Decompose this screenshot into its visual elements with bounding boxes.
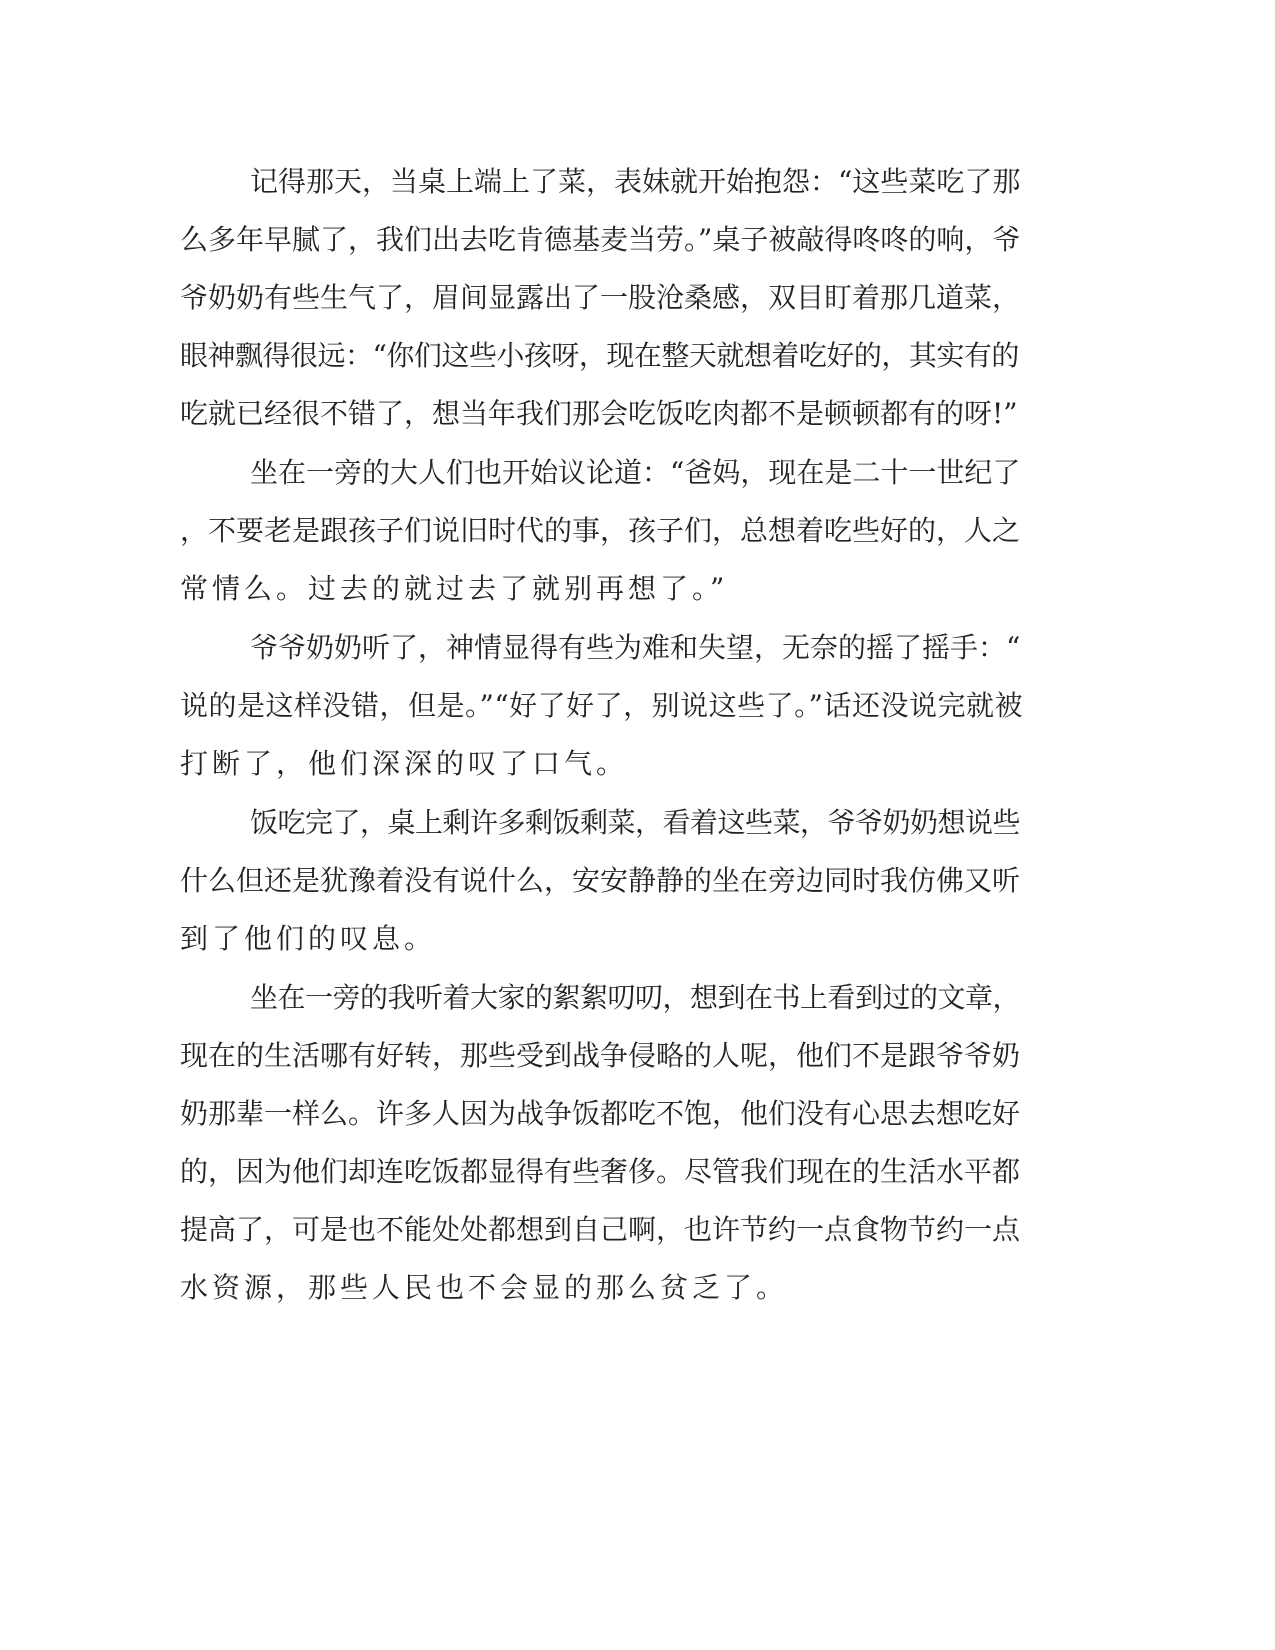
- paragraph-5-line-6: 水资源，那些人民也不会显的那么贫乏了。: [180, 1271, 789, 1304]
- paragraph-4-line-1: 饭吃完了，桌上剩许多剩饭剩菜，看着这些菜，爷爷奶奶想说些: [250, 806, 1021, 839]
- paragraph-4-line-2: 什么但还是犹豫着没有说什么，安安静静的坐在旁边同时我仿佛又听: [180, 864, 1021, 897]
- paragraph-5-line-3: 奶那辈一样么。许多人因为战争饭都吃不饱，他们没有心思去想吃好: [180, 1097, 1021, 1130]
- paragraph-3-line-1: 爷爷奶奶听了，神情显得有些为难和失望，无奈的摇了摇手：“: [250, 631, 1021, 664]
- paragraph-2-line-3: 常情么。过去的就过去了就别再想了。”: [180, 572, 729, 605]
- paragraph-2-line-1: 坐在一旁的大人们也开始议论道：“爸妈，现在是二十一世纪了: [250, 456, 1021, 489]
- paragraph-1-line-5: 吃就已经很不错了，想当年我们那会吃饭吃肉都不是顿顿都有的呀!”: [180, 397, 1018, 430]
- paragraph-1-line-3: 爷奶奶有些生气了，眉间显露出了一股沧桑感，双目盯着那几道菜，: [180, 281, 1021, 314]
- paragraph-4-line-3: 到了他们的叹息。: [180, 922, 437, 955]
- paragraph-3-line-3: 打断了，他们深深的叹了口气。: [180, 747, 629, 780]
- paragraph-3-line-2: 说的是这样没错，但是。”“好了好了，别说这些了。”话还没说完就被: [180, 689, 1023, 722]
- paragraph-1-line-2: 么多年早腻了，我们出去吃肯德基麦当劳。”桌子被敲得咚咚的响，爷: [180, 223, 1021, 256]
- paragraph-5-line-1: 坐在一旁的我听着大家的絮絮叨叨，想到在书上看到过的文章，: [250, 981, 1021, 1014]
- paragraph-5-line-2: 现在的生活哪有好转，那些受到战争侵略的人呢，他们不是跟爷爷奶: [180, 1039, 1021, 1072]
- paragraph-5-line-5: 提高了，可是也不能处处都想到自己啊，也许节约一点食物节约一点: [180, 1213, 1021, 1246]
- paragraph-1-line-1: 记得那天，当桌上端上了菜，表妹就开始抱怨：“这些菜吃了那: [250, 165, 1021, 198]
- paragraph-5-line-4: 的，因为他们却连吃饭都显得有些奢侈。尽管我们现在的生活水平都: [180, 1155, 1021, 1188]
- paragraph-1-line-4: 眼神飘得很远：“你们这些小孩呀，现在整天就想着吃好的，其实有的: [180, 339, 1019, 372]
- paragraph-2-line-2: ，不要老是跟孩子们说旧时代的事，孩子们，总想着吃些好的，人之: [180, 514, 1021, 547]
